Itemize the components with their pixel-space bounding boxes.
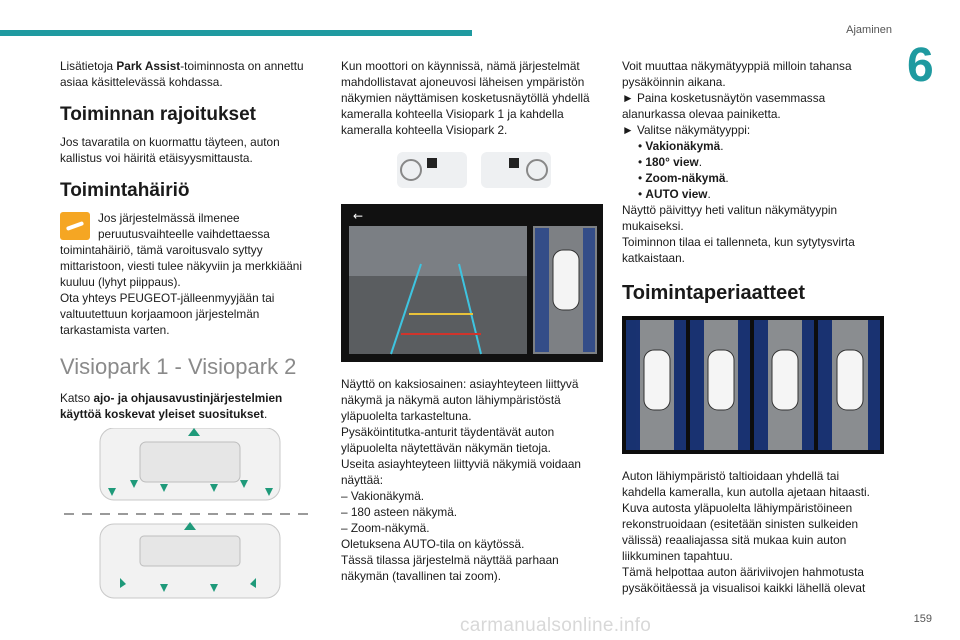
section-title: Ajaminen	[846, 24, 892, 36]
fault-text: Jos järjestelmässä ilmenee peruutusvaihteelle vaihdettaessa toimintahäiriö, tämä varoitusvalo syttyy mittaristoon, viesti tulee näkyviin ja merkkiääni kuuluu (lyhyt piippaus).	[60, 211, 302, 289]
wrench-warning-icon	[60, 212, 90, 240]
svg-text:←: ←	[353, 209, 364, 223]
header-accent-bar	[0, 30, 472, 36]
view-item: – Vakionäkymä.	[341, 489, 425, 503]
step-press-button: ► Paina kosketusnäytön vasemmassa alanurkassa olevaa painiketta.	[622, 90, 884, 122]
park-assist-link: Park Assist	[116, 59, 181, 73]
benefit-text: Tämä helpottaa auton ääriviivojen hahmotusta pysäköitäessä ja visualisoi kaikki lähellä olevat	[622, 565, 866, 595]
heading-visiopark: Visiopark 1 - Visiopark 2	[60, 354, 297, 379]
sensor-location-diagram	[60, 428, 312, 600]
top-view-sequence-illustration	[622, 316, 884, 454]
reconstruction-text: Kuva autosta yläpuolelta lähiympäristöineen rekonstruoidaan (esitetään sinisten sulkeiden välissä) reaaliajassa sitä mukaa kuin auton liikkuminen tapahtuu.	[622, 501, 859, 563]
heading-limits: Toiminnan rajoitukset	[60, 104, 257, 125]
column-2	[341, 58, 603, 584]
sensor-text: Pysäköintitutka-anturit täydentävät auton yläpuolelta näytettävän näkymän tietoja.	[341, 425, 555, 455]
intro-paragraph: Kun moottori on käynnissä, nämä järjestelmät mahdollistavat ajoneuvosi läheisen ympäristön näkymien näyttämisen kosketusnäytöllä yhdellä kameralla kohteella Visiopark 1 ja kahdella kameralla kohteella Visiopark 2.	[341, 59, 590, 137]
not-saved-text: Toiminnon tilaa ei tallenneta, kun sytytysvirta katkaistaan.	[622, 235, 855, 265]
cameras-text: Auton lähiympäristö taltioidaan yhdellä tai kahdella kameralla, kun autolla ajetaan hitaasti.	[622, 469, 870, 499]
view-type-item: • 180° view.	[638, 154, 884, 170]
view-type-list	[622, 138, 884, 202]
auto-mode-text: Tässä tilassa järjestelmä näyttää parhaan näkymän (tavallinen tai zoom).	[341, 553, 559, 583]
column-3	[622, 58, 884, 596]
step-select-view: ► Valitse näkymätyyppi:	[622, 122, 884, 138]
heading-fault: Toimintahäiriö	[60, 180, 190, 201]
view-type-item: • Zoom-näkymä.	[638, 170, 884, 186]
fault-block	[60, 210, 312, 338]
auto-default-text: Oletuksena AUTO-tila on käytössä.	[341, 537, 525, 551]
view-type-item: • AUTO view.	[638, 186, 884, 202]
visiopark-recommendations: Katso ajo- ja ohjausavustinjärjestelmien käyttöä koskevat yleiset suositukset.	[60, 391, 283, 421]
view-item: – 180 asteen näkymä.	[341, 505, 458, 519]
fault-text-2: Ota yhteys PEUGEOT-jälleenmyyjään tai valtuutettuun korjaamoon järjestelmän tarkastamista varten.	[60, 291, 275, 337]
update-text: Näyttö päivittyy heti valitun näkymätyypin mukaiseksi.	[622, 203, 838, 233]
chapter-tab	[893, 0, 960, 92]
park-assist-note: Lisätietoja Park Assist-toiminnosta on annettu asiaa käsittelevässä kohdassa.	[60, 59, 304, 89]
heading-principles: Toimintaperiaatteet	[622, 282, 805, 304]
change-view-text: Voit muuttaa näkymätyyppiä milloin tahansa pysäköinnin aikana.	[622, 59, 852, 89]
views-intro: Useita asiayhteyteen liittyviä näkymiä voidaan näyttää:	[341, 457, 581, 487]
camera-screen-illustration	[341, 204, 603, 362]
watermark: carmanualsonline.info	[460, 615, 652, 636]
view-mode-buttons-illustration	[341, 148, 603, 192]
split-screen-text: Näyttö on kaksiosainen: asiayhteyteen liittyvä näkymä ja näkymä auton lähiympäristöstä yläpuolelta tarkasteltuna.	[341, 377, 579, 423]
page-number: 159	[913, 613, 932, 625]
limits-text: Jos tavaratila on kuormattu täyteen, auton kallistus voi häiritä etäisyysmittausta.	[60, 135, 280, 165]
column-1	[60, 58, 312, 604]
chapter-number: 6	[907, 39, 934, 92]
view-item: – Zoom-näkymä.	[341, 521, 430, 535]
view-type-item: • Vakionäkymä.	[638, 138, 884, 154]
